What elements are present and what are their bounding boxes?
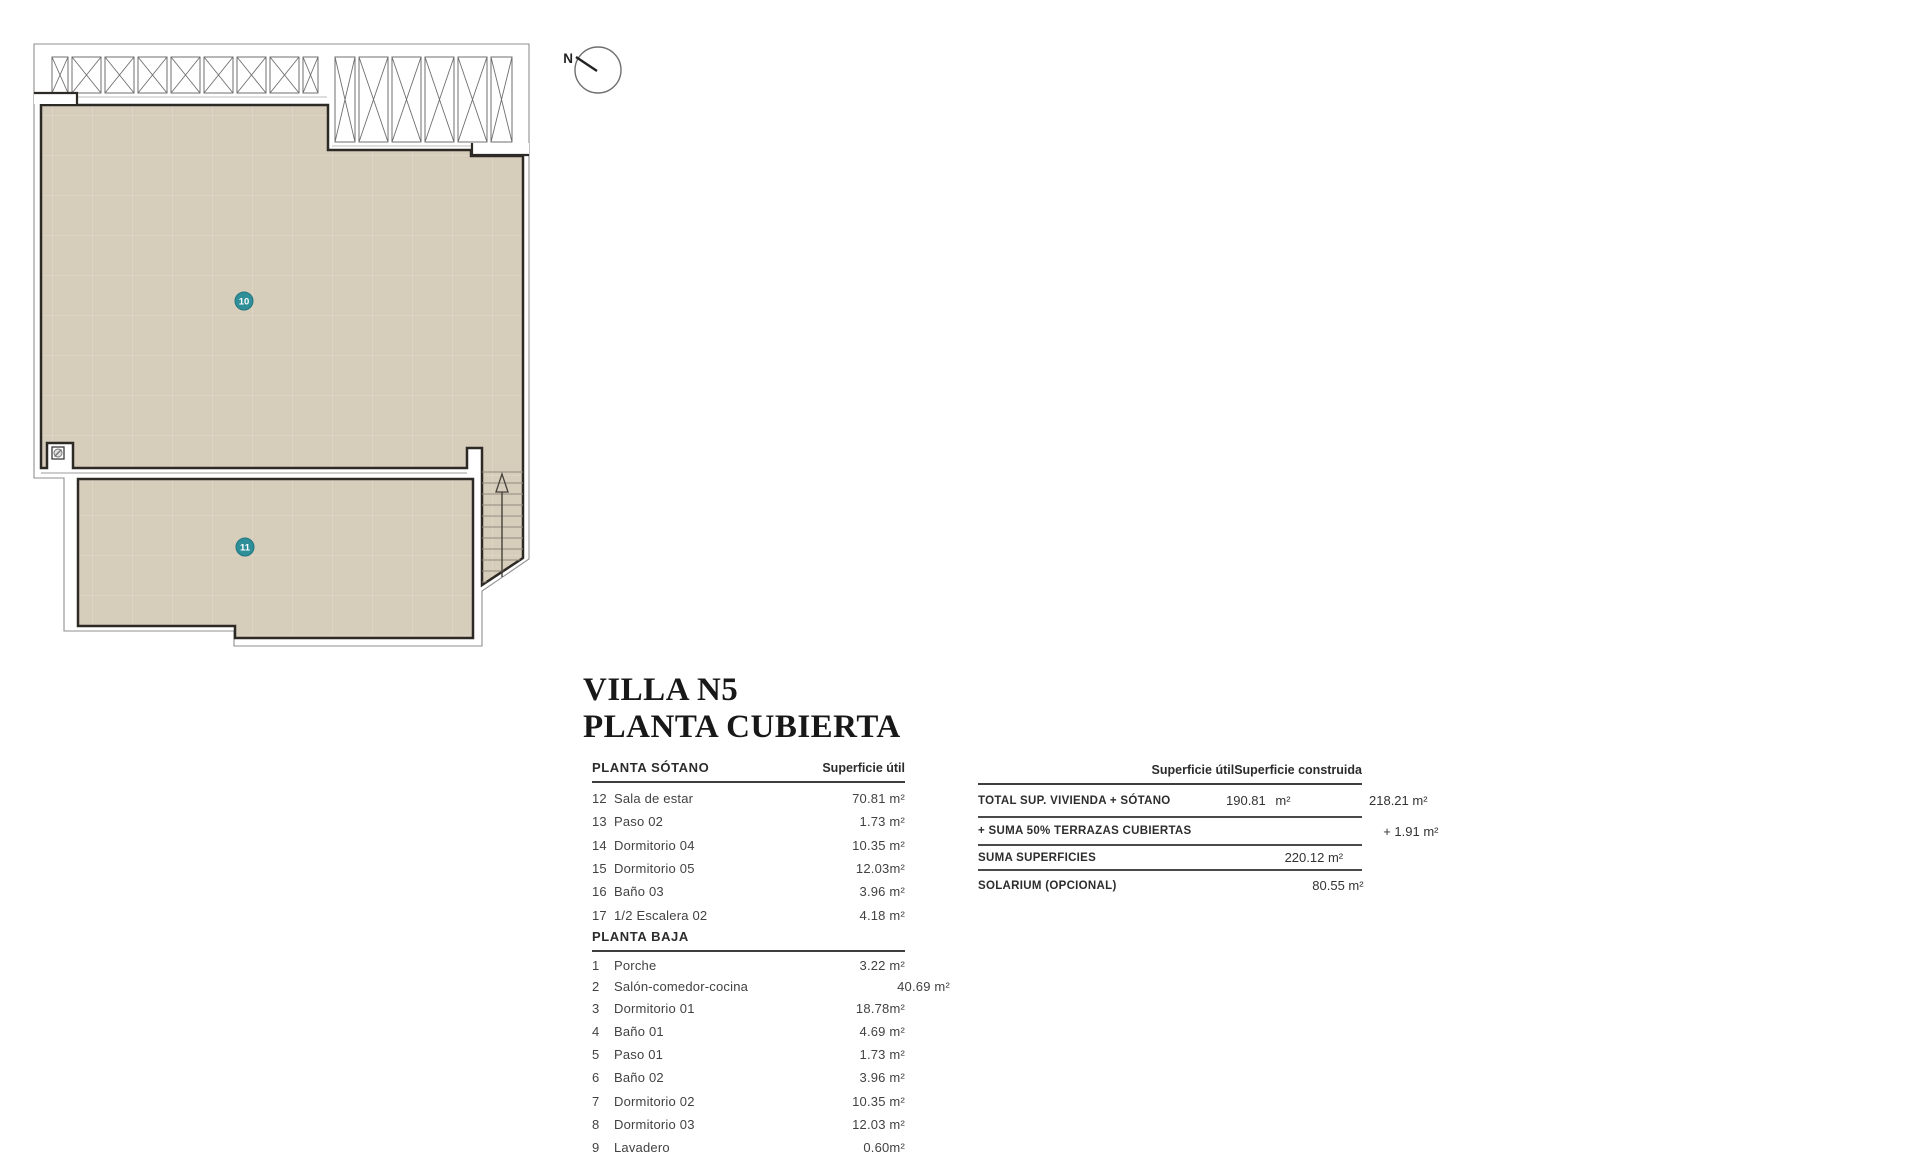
column-header-superficie-util: Superficie útil: [822, 761, 905, 775]
table-row: 1 Porche 3.22 m²: [592, 958, 905, 974]
table-row: 16 Baño 03 3.96 m²: [592, 884, 905, 900]
pergola-louvers-left: [52, 57, 318, 93]
section-title: PLANTA SÓTANO: [592, 760, 710, 775]
roof-slab-terrace: [78, 479, 473, 638]
drain-symbol: [52, 447, 64, 459]
sheet-title-line1: VILLA N5: [583, 672, 739, 708]
summary-col1-header: Superficie útil: [1151, 763, 1235, 777]
section-title: PLANTA BAJA: [592, 928, 689, 944]
summary-row-terrazas: + SUMA 50% TERRAZAS CUBIERTAS + 1.91 m²: [978, 818, 1362, 846]
summary-col2-header: Superficie construida: [1234, 763, 1362, 777]
zone-marker-11-label: 11: [239, 542, 251, 554]
table-row: 14 Dormitorio 04 10.35 m²: [592, 837, 905, 853]
notch-top-left: [34, 92, 77, 105]
zone-marker-11: [236, 538, 254, 556]
summary-header-row: [978, 757, 1362, 785]
table-row: 6 Baño 02 3.96 m²: [592, 1070, 905, 1086]
north-label: N: [563, 51, 573, 66]
sheet-title: [583, 672, 901, 746]
zone-marker-10-label: 10: [238, 296, 250, 308]
table-row: 5 Paso 01 1.73 m²: [592, 1047, 905, 1063]
sheet-title-line2: PLANTA CUBIERTA: [583, 709, 901, 745]
table-row: 17 1/2 Escalera 02 4.18 m²: [592, 907, 905, 923]
table-row: 9 Lavadero 0.60m²: [592, 1140, 905, 1156]
summary-table: [978, 757, 1439, 900]
sotano-rows: [592, 787, 905, 927]
section-header-baja: [592, 929, 905, 952]
summary-row-total: TOTAL SUP. VIVIENDA + SÓTANO 190.81 m² 218.21 m²: [978, 785, 1362, 818]
baja-rows: [592, 956, 950, 1160]
north-arrow: [563, 47, 621, 93]
table-row: 4 Baño 01 4.69 m²: [592, 1023, 905, 1039]
zone-marker-10: [235, 292, 253, 310]
notch-top-right: [472, 143, 529, 155]
table-row: 15 Dormitorio 05 12.03m²: [592, 861, 905, 877]
roof-plan-drawing: [0, 0, 700, 680]
summary-row-solarium: SOLARIUM (OPCIONAL) 80.55 m²: [978, 878, 1364, 893]
areas-table: [592, 760, 950, 1159]
table-row: 2 Salón-comedor-cocina 40.69 m²: [592, 978, 950, 994]
table-row: 3 Dormitorio 01 18.78m²: [592, 1000, 905, 1016]
summary-row-suma: SUMA SUPERFICIES 220.12 m²: [978, 846, 1362, 871]
section-header-sotano: [592, 760, 905, 783]
table-row: 13 Paso 02 1.73 m²: [592, 814, 905, 830]
table-row: 7 Dormitorio 02 10.35 m²: [592, 1093, 905, 1109]
table-row: 8 Dormitorio 03 12.03 m²: [592, 1117, 905, 1132]
table-row: 12 Sala de estar 70.81 m²: [592, 791, 905, 807]
